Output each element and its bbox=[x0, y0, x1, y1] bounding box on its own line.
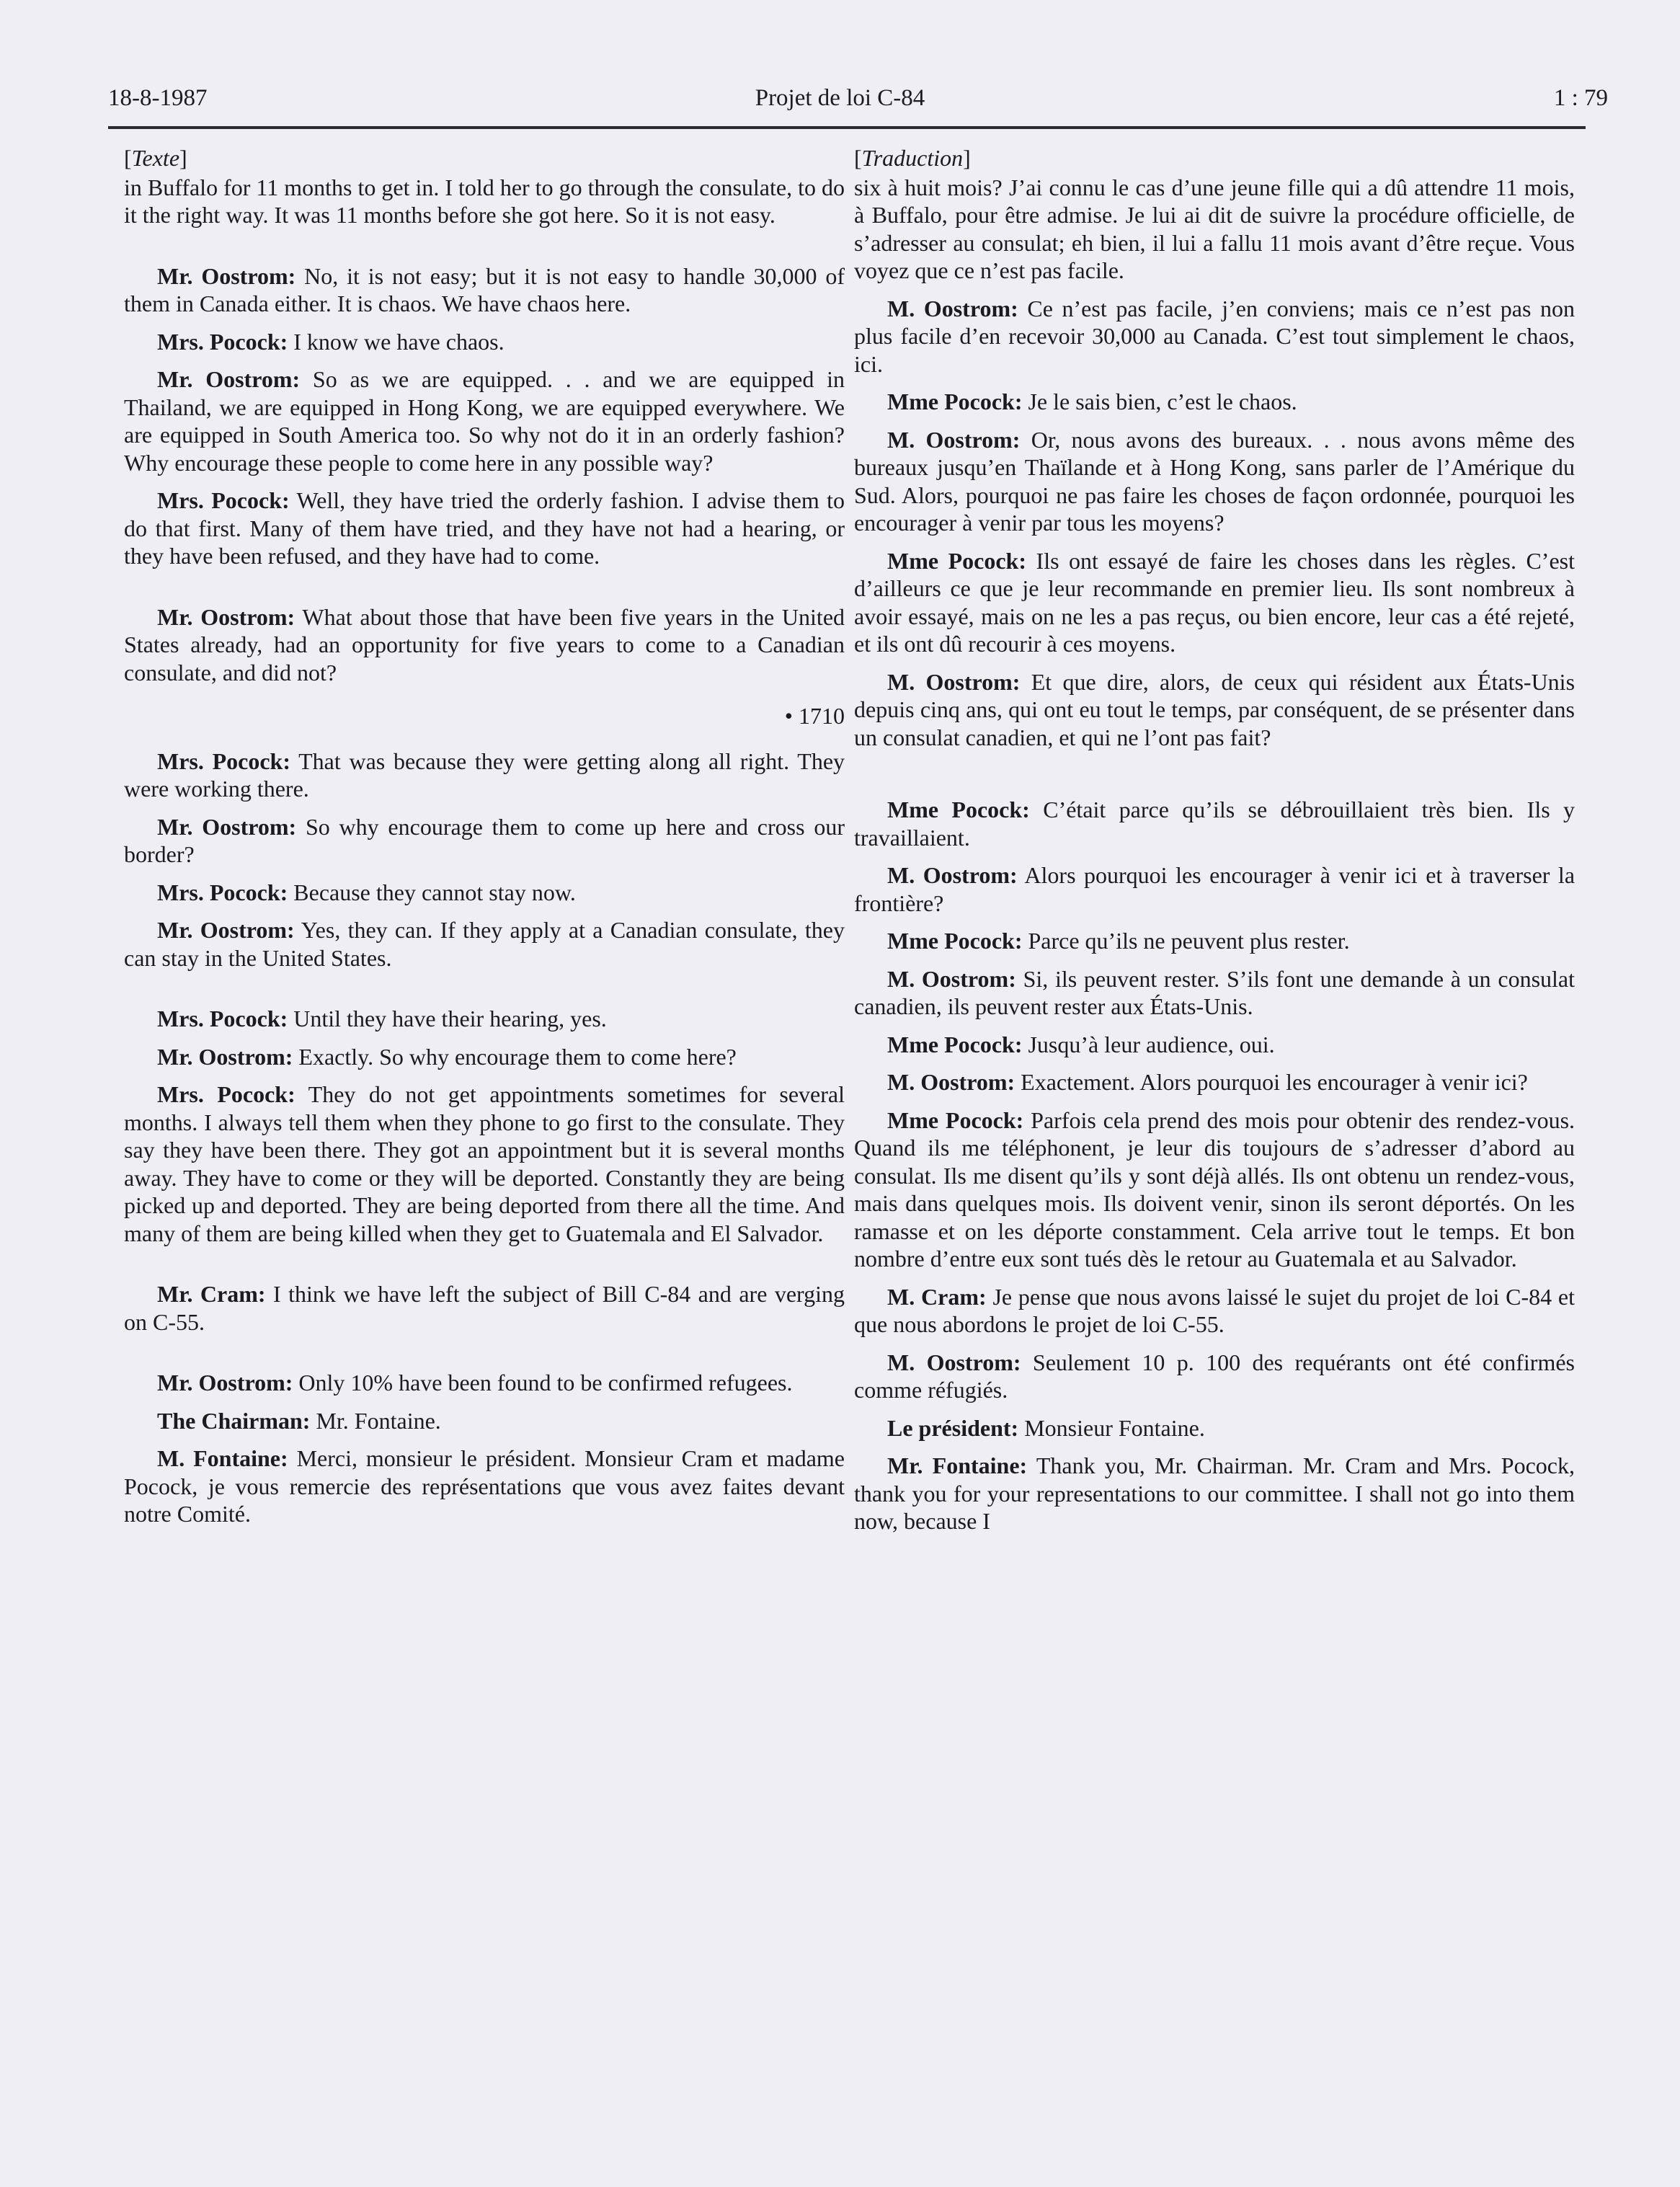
speaker-name: Mrs. Pocock: bbox=[157, 487, 290, 513]
speech-text: Merci, monsieur le président. Monsieur Cram et madame Pocock, je vous remercie des représentations que vous avez faites devant notre Comité. bbox=[124, 1445, 845, 1527]
speaker-name: M. Oostrom: bbox=[887, 426, 1021, 453]
speaker-name: M. Oostrom: bbox=[887, 1069, 1015, 1095]
speech-text: Ils ont essayé de faire les choses dans les règles. C’est d’ailleurs ce que je leur recommande en premier lieu. Ils sont nombreux à avoir essayé, mais on ne les a pas reçus, ou bien encore, leur cas a été rejeté, et ils ont dû recourir à ces moyens. bbox=[854, 547, 1575, 657]
speaker-name: M. Oostrom: bbox=[887, 295, 1018, 321]
speech-text: I know we have chaos. bbox=[293, 328, 505, 355]
transcript-entry bbox=[854, 668, 1575, 752]
transcript-entry bbox=[124, 1081, 845, 1247]
transcript-entry bbox=[124, 1407, 845, 1435]
transcript-entry bbox=[854, 426, 1575, 537]
time-marker: • 1710 bbox=[784, 703, 845, 729]
transcript-entry bbox=[124, 365, 845, 476]
speech-text: Monsieur Fontaine. bbox=[1024, 1414, 1205, 1441]
transcript-entries bbox=[124, 262, 845, 687]
speech-text: Because they cannot stay now. bbox=[293, 879, 576, 905]
speaker-name: Mr. Cram: bbox=[157, 1281, 266, 1307]
speech-text: C’était parce qu’ils se débrouillaient très bien. Ils y travaillaient. bbox=[854, 797, 1575, 851]
speaker-name: Mr. Oostrom: bbox=[157, 262, 296, 289]
speech-text: Thank you, Mr. Chairman. Mr. Cram and Mrs. Pocock, thank you for your representations to our committee. I shall not go into them now, because I bbox=[854, 1452, 1575, 1534]
speech-text: Alors pourquoi les encourager à venir ici et à traverser la frontière? bbox=[854, 862, 1575, 916]
transcript-entry bbox=[124, 1280, 845, 1336]
speaker-name: M. Oostrom: bbox=[887, 668, 1021, 695]
header-page-number: 1 : 79 bbox=[1553, 85, 1608, 111]
speaker-name: Mr. Oostrom: bbox=[157, 1043, 293, 1070]
transcript-entry bbox=[854, 861, 1575, 917]
speech-text: Well, they have tried the orderly fashion. I advise them to do that first. Many of them have tried, and they have not had a hearing, or they have been refused, and they have had to come. bbox=[124, 487, 845, 569]
speaker-name: Mr. Oostrom: bbox=[157, 917, 295, 943]
transcript-entry bbox=[854, 547, 1575, 658]
speech-text: Seulement 10 p. 100 des requérants ont été confirmés comme réfugiés. bbox=[854, 1349, 1575, 1403]
speech-text: Parfois cela prend des mois pour obtenir des rendez-vous. Quand ils me téléphonent, je leur dis toujours de s’adresser d’abord au consulat. Ils me disent qu’ils y sont déjà allés. Ils ont obtenu un rendez-vous, mais dans quelques mois. Ils doivent venir, sinon ils seront déportés. On les ramasse et on les déporte constamment. Cela arrive tout le temps. Et bon nombre d’entre eux sont tués dès le retour au Guatemala et au Salvador. bbox=[854, 1106, 1575, 1272]
speech-text: Exactly. So why encourage them to come here? bbox=[298, 1043, 737, 1070]
speaker-name: Mrs. Pocock: bbox=[157, 1006, 288, 1032]
speech-text: That was because they were getting along all right. They were working there. bbox=[124, 748, 845, 802]
right-column bbox=[854, 144, 1575, 1545]
transcript-entry bbox=[124, 748, 845, 803]
speech-text: Parce qu’ils ne peuvent plus rester. bbox=[1028, 928, 1350, 954]
column-label: [Traduction] bbox=[854, 145, 971, 171]
speech-text: Jusqu’à leur audience, oui. bbox=[1028, 1031, 1275, 1057]
transcript-entries bbox=[854, 295, 1575, 752]
speech-text: So why encourage them to come up here and cross our border? bbox=[124, 813, 845, 867]
speaker-name: Mme Pocock: bbox=[887, 389, 1023, 414]
transcript-entry bbox=[124, 328, 845, 356]
speech-text: No, it is not easy; but it is not easy to handle 30,000 of them in Canada either. It is chaos. We have chaos here. bbox=[124, 262, 845, 316]
speaker-name: Mr. Oostrom: bbox=[157, 366, 301, 392]
speech-text: Mr. Fontaine. bbox=[316, 1407, 441, 1434]
speaker-name: M. Cram: bbox=[887, 1283, 987, 1310]
speech-text: Si, ils peuvent rester. S’ils font une demande à un consulat canadien, ils peuvent rester aux États-Unis. bbox=[854, 965, 1575, 1019]
transcript-entry bbox=[854, 965, 1575, 1021]
transcript-entry bbox=[124, 1445, 845, 1528]
speech-text: I think we have left the subject of Bill C-84 and are verging on C-55. bbox=[124, 1281, 845, 1335]
speaker-name: M. Oostrom: bbox=[887, 1349, 1021, 1375]
transcript-entry bbox=[854, 1414, 1575, 1442]
transcript-entries bbox=[854, 796, 1575, 1535]
speaker-name: Mme Pocock: bbox=[887, 1106, 1024, 1133]
speaker-name: Mrs. Pocock: bbox=[157, 1081, 295, 1107]
speech-text: Until they have their hearing, yes. bbox=[293, 1006, 607, 1032]
header-title: Projet de loi C-84 bbox=[755, 85, 925, 111]
speech-text: Ce n’est pas facile, j’en conviens; mais ce n’est pas non plus facile d’en recevoir 30,000 au Canada. C’est tout simplement le chaos, ici. bbox=[854, 295, 1575, 377]
transcript-entry bbox=[854, 1106, 1575, 1273]
transcript-entry bbox=[854, 295, 1575, 378]
transcript-entries bbox=[124, 748, 845, 1528]
speech-text: Or, nous avons des bureaux. . . nous avons même des bureaux jusqu’en Thaïlande et à Hong Kong, sans parler de l’Amérique du Sud. Alors, pourquoi ne pas faire les choses de façon ordonnée, pourquoi les encourager à venir par tous les moyens? bbox=[854, 426, 1575, 536]
transcript-entry bbox=[854, 1349, 1575, 1404]
continuation-paragraph: six à huit mois? J’ai connu le cas d’une jeune fille qui a dû attendre 11 mois, à Buffalo, pour être admise. Je lui ai dit de suivre la procédure officielle, de s’adresser au consulat; eh bien, il lui a fallu 11 mois avant d’être reçue. Vous voyez que ce n’est pas facile. bbox=[854, 174, 1575, 283]
header-date: 18-8-1987 bbox=[108, 85, 208, 111]
speaker-name: Mrs. Pocock: bbox=[157, 748, 290, 774]
speech-text: Only 10% have been found to be confirmed refugees. bbox=[298, 1370, 793, 1396]
continuation-paragraph: in Buffalo for 11 months to get in. I told her to go through the consulate, to do it the right way. It was 11 months before she got here. So it is not easy. bbox=[124, 174, 845, 228]
speaker-name: The Chairman: bbox=[157, 1407, 311, 1434]
transcript-entry bbox=[854, 1283, 1575, 1339]
transcript-entry bbox=[854, 388, 1575, 416]
speaker-name: Mr. Fontaine: bbox=[887, 1452, 1028, 1478]
speaker-name: Mme Pocock: bbox=[887, 547, 1026, 574]
speaker-name: Mr. Oostrom: bbox=[157, 603, 295, 630]
speaker-name: Mme Pocock: bbox=[887, 797, 1030, 822]
transcript-entry bbox=[124, 487, 845, 570]
speaker-name: Le président: bbox=[887, 1414, 1019, 1441]
left-column bbox=[124, 144, 845, 1538]
column-label: [Texte] bbox=[124, 145, 187, 171]
speaker-name: Mme Pocock: bbox=[887, 1031, 1023, 1057]
transcript-entry bbox=[854, 1452, 1575, 1535]
transcript-entry bbox=[124, 813, 845, 869]
speaker-name: Mrs. Pocock: bbox=[157, 328, 288, 355]
transcript-entry bbox=[854, 927, 1575, 955]
speaker-name: Mrs. Pocock: bbox=[157, 879, 288, 905]
transcript-entry bbox=[124, 879, 845, 907]
transcript-entry bbox=[124, 603, 845, 687]
transcript-entry bbox=[124, 916, 845, 972]
speech-text: Je pense que nous avons laissé le sujet du projet de loi C-84 et que nous abordons le projet de loi C-55. bbox=[854, 1283, 1575, 1337]
header-rule bbox=[108, 126, 1586, 129]
speaker-name: M. Fontaine: bbox=[157, 1445, 288, 1471]
transcript-entry bbox=[854, 1068, 1575, 1096]
transcript-entry bbox=[124, 262, 845, 318]
speaker-name: M. Oostrom: bbox=[887, 965, 1016, 992]
speaker-name: Mr. Oostrom: bbox=[157, 813, 297, 840]
transcript-entry bbox=[124, 1005, 845, 1033]
speech-text: They do not get appointments sometimes for several months. I always tell them when they phone to go first to the consulate. They say they have been there. They got an appointment but it is several months away. They have to come or they will be deported. Constantly they are being picked up and deported. They are being deported from there all the time. And many of them are being killed when they get to Guatemala and El Salvador. bbox=[124, 1081, 845, 1246]
speaker-name: Mr. Oostrom: bbox=[157, 1370, 293, 1396]
speech-text: Exactement. Alors pourquoi les encourager à venir ici? bbox=[1021, 1069, 1528, 1095]
speech-text: What about those that have been five years in the United States already, had an opportunity for five years to come to a Canadian consulate, and did not? bbox=[124, 603, 845, 686]
speech-text: Et que dire, alors, de ceux qui résident aux États-Unis depuis cinq ans, qui ont eu tout le temps, par conséquent, de se présenter dans un consulat canadien, et qui ne l’ont pas fait? bbox=[854, 668, 1575, 750]
transcript-entry bbox=[854, 796, 1575, 851]
transcript-entry bbox=[124, 1369, 845, 1397]
speech-text: Je le sais bien, c’est le chaos. bbox=[1028, 389, 1297, 414]
speaker-name: M. Oostrom: bbox=[887, 862, 1018, 888]
transcript-entry bbox=[854, 1031, 1575, 1059]
speaker-name: Mme Pocock: bbox=[887, 928, 1023, 954]
speech-text: Yes, they can. If they apply at a Canadian consulate, they can stay in the United States. bbox=[124, 917, 845, 971]
speech-text: So as we are equipped. . . and we are equipped in Thailand, we are equipped in Hong Kong, we are equipped everywhere. We are equipped in South America too. So why not do it in an orderly fashion? Why encourage these people to come here in any possible way? bbox=[124, 366, 845, 476]
transcript-entry bbox=[124, 1043, 845, 1071]
